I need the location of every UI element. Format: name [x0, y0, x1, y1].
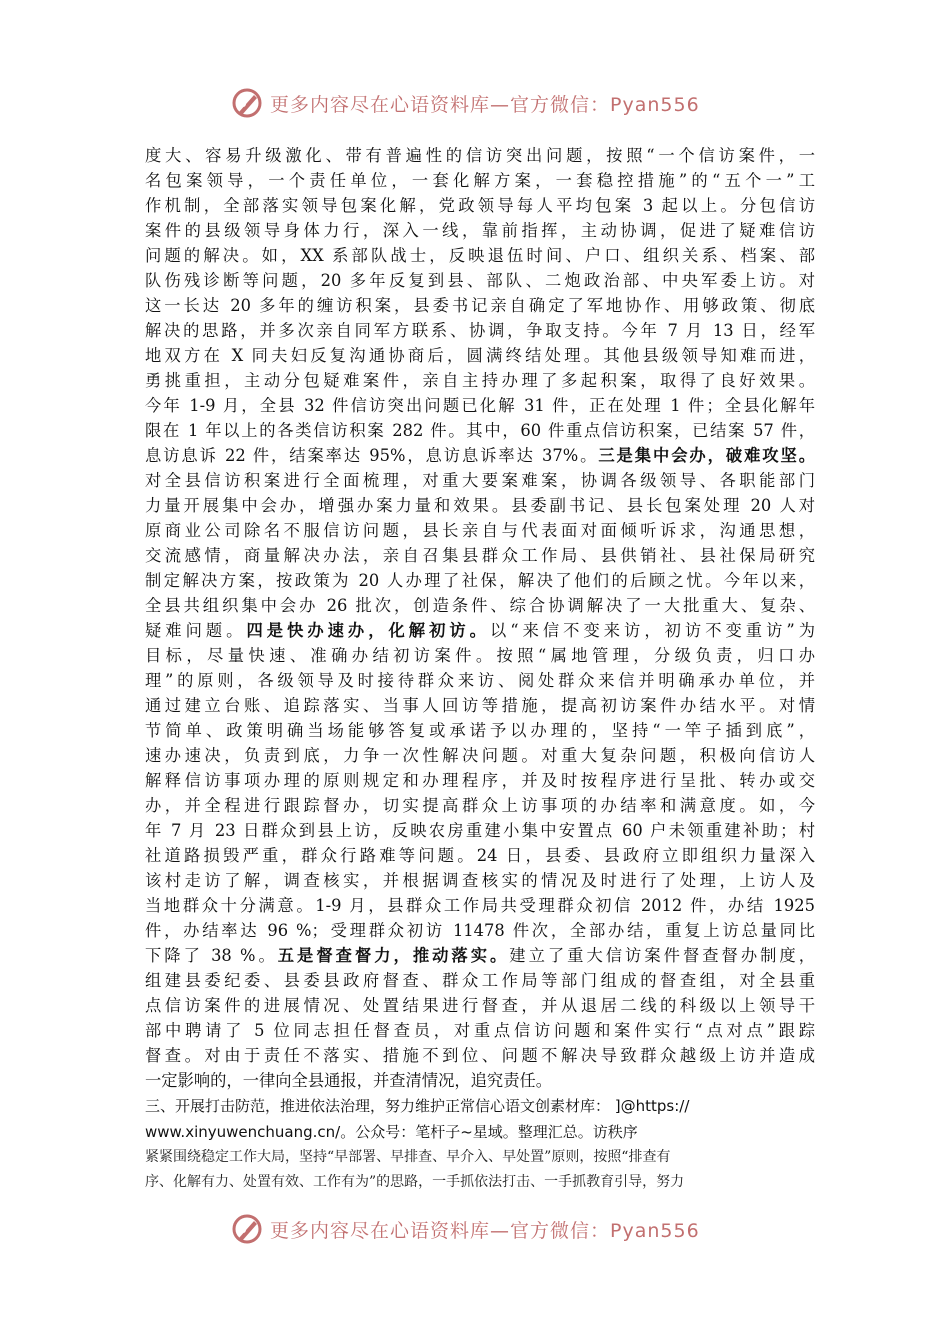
section-heading-line-2: www.xinyuwenchuang.cn/。公众号：笔杆子~星域。整理汇总。访秩序 [145, 1123, 638, 1141]
text-segment: 该村走访了解，调查核实，并根据调查核实的情况及时进行了处理，上访人及 [145, 871, 815, 890]
text-line [145, 218, 815, 243]
text-segment: 疑难问题。 [145, 621, 247, 640]
text-segment: 限在 1 年以上的各类信访积案 282 件。其中，60 件重点信访积案，已结案 57 件， [145, 421, 815, 440]
text-line [145, 168, 815, 193]
text-line [145, 718, 815, 743]
text-line [145, 418, 815, 443]
text-segment: 办，并全程进行跟踪督办，切实提高群众上访事项的办结率和满意度。如，今 [145, 796, 815, 815]
text-line [145, 268, 815, 293]
text-segment: 通过建立台账、追踪落实、当事人回访等措施，提高初访案件办结水平。对情 [145, 696, 815, 715]
text-line [145, 743, 815, 768]
tail-line-1: 紧紧围绕稳定工作大局，坚持“早部署、早排查、早介入、早处置”原则，按照“排查有 [145, 1149, 671, 1165]
text-line [145, 393, 815, 418]
tail-line-2: 序、化解有力、处置有效、工作有为”的思路，一手抓依法打击、一手抓教育引导，努力 [145, 1174, 685, 1190]
text-segment: 当地群众十分满意。1-9 月，县群众工作局共受理群众初信 2012 件，办结 1925 [145, 896, 815, 915]
text-line [145, 318, 815, 343]
text-line [145, 518, 815, 543]
text-segment: 对全县信访积案进行全面梳理，对重大要案难案，协调各级领导、各职能部门 [145, 471, 815, 490]
watermark-text: 更多内容尽在心语资料库—官方微信：Pyan556 [270, 1219, 700, 1242]
text-segment: 这一长达 20 多年的缠访积案，县委书记亲自确定了军地协作、用够政策、彻底 [145, 296, 815, 315]
text-segment: 点信访案件的进展情况、处置结果进行督查，并从退居二线的科级以上领导干 [145, 996, 815, 1015]
text-segment: 件，办结率达 96 %；受理群众初访 11478 件次，全部办结，重复上访总量同比 [145, 921, 815, 940]
text-segment: 下降了 38 %。 [145, 946, 278, 965]
text-segment: 年 7 月 23 日群众到县上访，反映农房重建小集中安置点 60 户未领重建补助；村 [145, 821, 815, 840]
text-line [145, 968, 815, 993]
text-segment: 问题的解决。如，XX 系部队战士，反映退伍时间、户口、组织关系、档案、部 [145, 246, 815, 265]
text-line [145, 618, 815, 643]
text-segment: 建立了重大信访案件督查督办制度， [509, 946, 815, 965]
document-body [145, 143, 815, 1195]
text-segment: 解决的思路，并多次亲自同军方联系、协调，争取支持。今年 7 月 13 日，经军 [145, 321, 815, 340]
text-segment: 全县共组织集中会办 26 批次，创造条件、综合协调解决了一大批重大、复杂、 [145, 596, 815, 615]
text-segment: 组建县委纪委、县委县政府督查、群众工作局等部门组成的督查组，对全县重 [145, 971, 815, 990]
text-segment: 社道路损毁严重，群众行路难等问题。24 日，县委、县政府立即组织力量深入 [145, 846, 815, 865]
text-line [145, 843, 815, 868]
text-line [145, 768, 815, 793]
text-line [145, 593, 815, 618]
text-segment: 部中聘请了 5 位同志担任督查员，对重点信访问题和案件实行“点对点”跟踪 [145, 1021, 815, 1040]
text-segment: 以“来信不变来访，初访不变重访”为 [489, 621, 815, 640]
bold-phrase: 四是快办速办，化解初访。 [246, 621, 490, 640]
text-segment: 队伤残诊断等问题，20 多年反复到县、部队、二炮政治部、中央军委上访。对 [145, 271, 815, 290]
bold-phrase: 三是集中会办，破难攻坚。 [598, 446, 815, 465]
text-line [145, 493, 815, 518]
text-line [145, 793, 815, 818]
header-watermark [230, 86, 700, 120]
footer-watermark [230, 1212, 700, 1246]
text-segment: 目标，尽量快速、准确办结初访案件。按照“属地管理，分级负责，归口办 [145, 646, 815, 665]
text-segment: 息访息诉 22 件，结案率达 95%，息访息诉率达 37%。 [145, 446, 599, 465]
text-segment: 速办速决，负责到底，力争一次性解决问题。对重大复杂问题，积极向信访人 [145, 746, 815, 765]
text-line [145, 868, 815, 893]
text-line [145, 193, 815, 218]
text-segment: 交流感情，商量解决办法，亲自召集县群众工作局、县供销社、县社保局研究 [145, 546, 815, 565]
text-line [145, 943, 815, 968]
text-segment: 解释信访事项办理的原则规定和办理程序，并及时按程序进行呈批、转办或交 [145, 771, 815, 790]
text-segment: 作机制，全部落实领导包案化解，党政领导每人平均包案 3 起以上。分包信访 [145, 196, 815, 215]
pen-logo-icon [230, 1212, 264, 1246]
text-segment: 案件的县级领导身体力行，深入一线，靠前指挥，主动协调，促进了疑难信访 [145, 221, 815, 240]
text-segment: 一定影响的，一律向全县通报，并查清情况，追究责任。 [145, 1071, 553, 1090]
bold-phrase: 五是督查督力，推动落实。 [277, 946, 510, 965]
text-line [145, 443, 815, 468]
text-line [145, 693, 815, 718]
text-line [145, 1018, 815, 1043]
text-line [145, 543, 815, 568]
text-segment: 力量开展集中会办，增强办案力量和效果。县委副书记、县长包案处理 20 人对 [145, 496, 815, 515]
text-line [145, 1043, 815, 1068]
text-segment: 今年 1-9 月，全县 32 件信访突出问题已化解 31 件，正在处理 1 件；全县化解年 [145, 396, 815, 415]
text-segment: 理”的原则，各级领导及时接待群众来访、阅处群众来信并明确承办单位，并 [145, 671, 815, 690]
text-line [145, 668, 815, 693]
paragraph [145, 143, 815, 1093]
text-line [145, 993, 815, 1018]
text-line [145, 818, 815, 843]
text-line [145, 568, 815, 593]
text-line [145, 343, 815, 368]
text-segment: 督查。对由于责任不落实、措施不到位、问题不解决导致群众越级上访并造成 [145, 1046, 815, 1065]
text-line [145, 893, 815, 918]
text-segment: 名包案领导，一个责任单位，一套化解方案，一套稳控措施”的“五个一”工 [145, 171, 815, 190]
text-line [145, 918, 815, 943]
watermark-text: 更多内容尽在心语资料库—官方微信：Pyan556 [270, 93, 700, 116]
text-segment: 制定解决方案，按政策为 20 人办理了社保，解决了他们的后顾之忧。今年以来， [145, 571, 815, 590]
text-line [145, 468, 815, 493]
text-segment: 地双方在 X 同夫妇反复沟通协商后，圆满终结处理。其他县级领导知难而进， [145, 346, 815, 365]
text-line [145, 293, 815, 318]
text-line [145, 643, 815, 668]
text-segment: 节简单、政策明确当场能够答复或承诺予以办理的，坚持“一竿子插到底”， [145, 721, 815, 740]
pen-logo-icon [230, 86, 264, 120]
text-line [145, 143, 815, 168]
text-segment: 度大、容易升级激化、带有普遍性的信访突出问题，按照“一个信访案件，一 [145, 146, 815, 165]
section-heading-line-1: 三、开展打击防范，推进依法治理，努力维护正常信心语文创素材库： ]@https:// [145, 1097, 690, 1115]
text-segment: 原商业公司除名不服信访问题，县长亲自与代表面对面倾听诉求，沟通思想， [145, 521, 815, 540]
text-line [145, 1068, 815, 1093]
text-line [145, 368, 815, 393]
text-segment: 勇挑重担，主动分包疑难案件，亲自主持办理了多起积案，取得了良好效果。 [145, 371, 815, 390]
text-line [145, 243, 815, 268]
